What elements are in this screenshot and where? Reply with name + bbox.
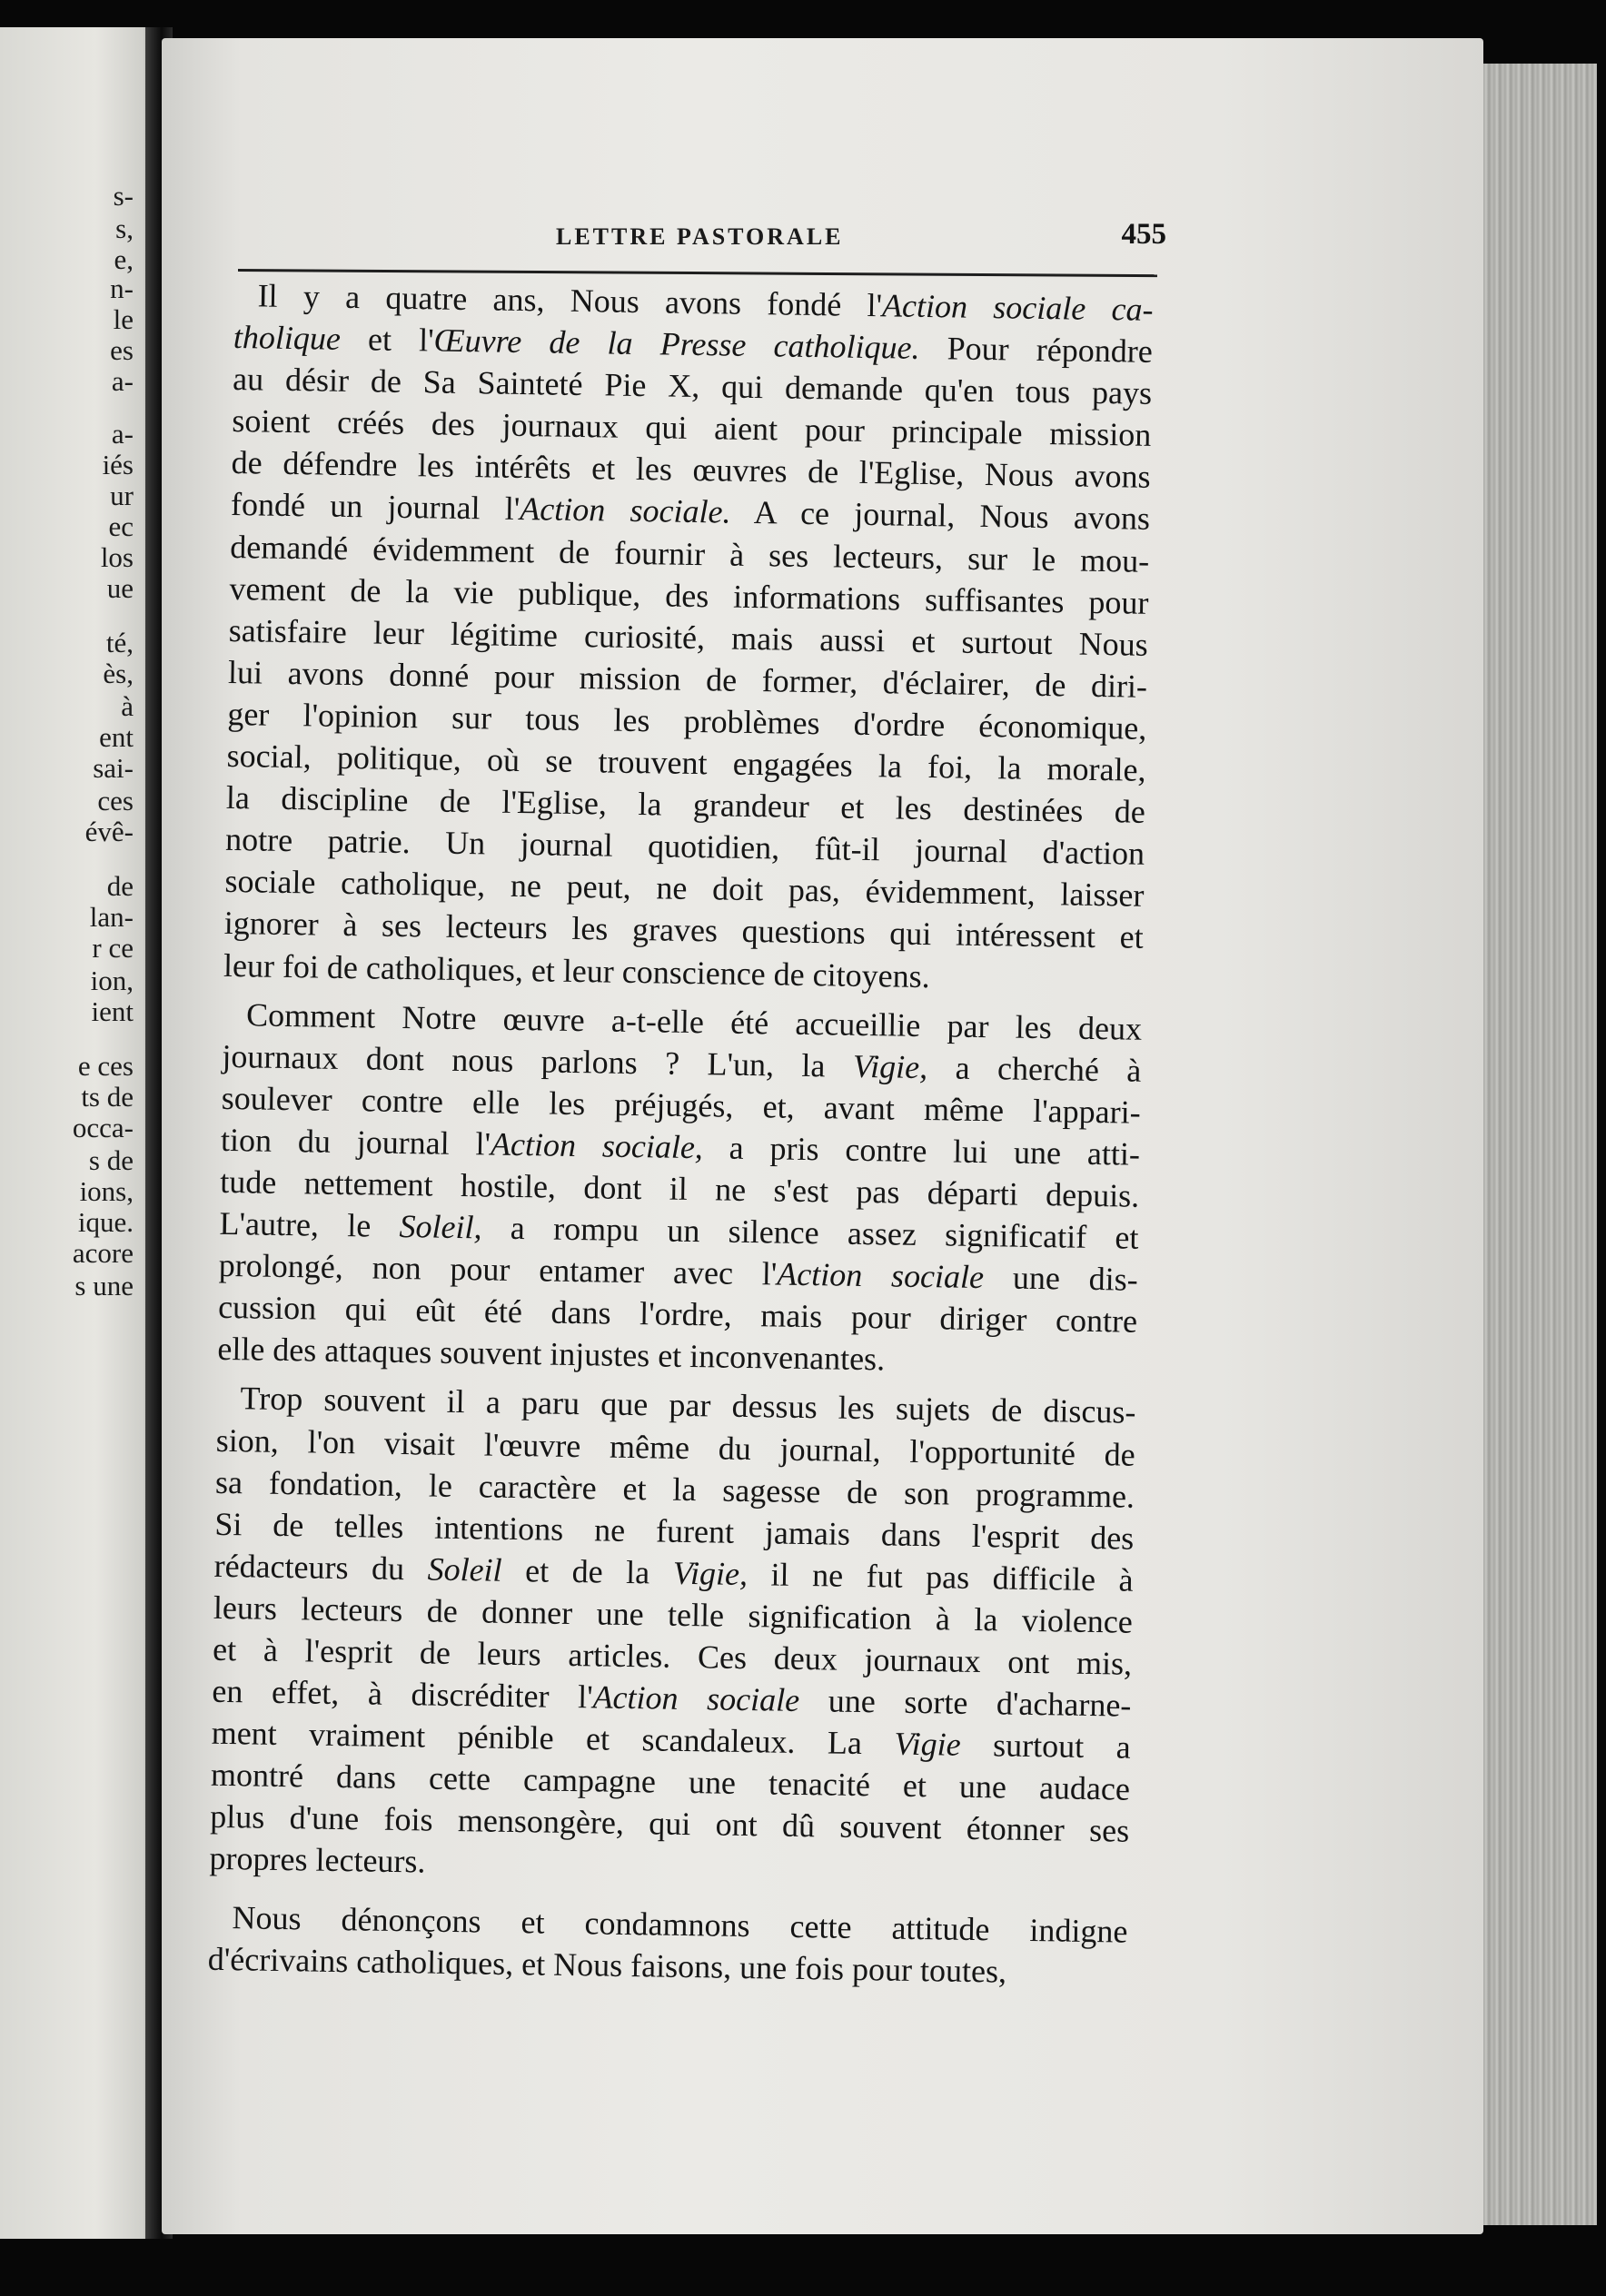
previous-page-text-fragment: acore (72, 1237, 134, 1269)
previous-page-text-fragment: occa- (72, 1112, 134, 1143)
text-run: sa fondation, le caractère et la sagesse de son programme. (214, 1463, 1135, 1515)
text-run: Trop souvent il a paru que par dessus les sujets de discus- (240, 1380, 1136, 1431)
text-run: a cherché à (927, 1048, 1142, 1089)
text-run: journaux dont nous parlons ? L'un, la (222, 1037, 854, 1084)
text-run: ignorer à ses lecteurs les graves questions qui intéressent et (223, 905, 1144, 956)
text-run: au désir de Sa Sainteté Pie X, qui demande qu'en tous pays (232, 361, 1153, 412)
previous-page-text-fragment: a- (111, 365, 134, 397)
italic-title: Vigie, (672, 1554, 748, 1592)
previous-page-text-fragment: ent (99, 721, 134, 753)
paragraph (209, 1377, 1136, 1894)
previous-page-text-fragment: ue (106, 572, 134, 604)
previous-page-text-fragment: r ce (92, 932, 134, 964)
previous-page-text-fragment: sai- (93, 752, 134, 784)
italic-title: Vigie, (852, 1047, 928, 1085)
text-run: a rompu un silence assez significatif et (481, 1209, 1139, 1256)
text-run: et l' (340, 320, 435, 359)
text-run: sion, l'on visait l'œuvre même du journal, l'opportunité de (215, 1421, 1136, 1473)
previous-page-text-fragment: le (113, 303, 134, 335)
text-run: prolongé, non pour entamer avec l' (218, 1247, 778, 1292)
previous-page-text-fragment: lan- (89, 901, 134, 933)
previous-page-text-fragment: s, (115, 213, 134, 244)
text-run: sociale catholique, ne peut, ne doit pas, évidemment, laisser (224, 863, 1145, 915)
text-run: tion du journal l' (220, 1121, 491, 1163)
previous-page-text-fragment: ces (97, 785, 134, 816)
previous-page-text-fragment: ts de (81, 1081, 134, 1113)
text-run: cussion qui eût été dans l'ordre, mais pour diriger contre (217, 1289, 1138, 1341)
previous-page-text-fragment: à (121, 690, 134, 722)
text-run: L'autre, le (219, 1204, 400, 1245)
previous-page-text-fragment: es (110, 334, 134, 366)
italic-title: tholique (233, 319, 342, 357)
text-run: et de la (501, 1551, 674, 1591)
text-run: satisfaire leur légitime curiosité, mais aussi et surtout Nous (228, 611, 1149, 663)
italic-title: Action sociale (777, 1255, 985, 1296)
text-run: de défendre les intérêts et les œuvres de l'Eglise, Nous avons (231, 444, 1151, 496)
previous-page-text-fragment: évê- (84, 816, 134, 847)
text-run: en effet, à discréditer l' (212, 1672, 593, 1716)
previous-page-text-fragment: s de (88, 1144, 134, 1176)
previous-page-text-fragment: e, (114, 243, 134, 275)
text-run: rédacteurs du (213, 1547, 428, 1588)
text-run: Il y a quatre ans, Nous avons fondé l' (257, 277, 883, 324)
previous-page-text-fragment: ion, (90, 965, 134, 996)
previous-page-text-fragment: a- (111, 418, 134, 450)
text-run: une dis- (983, 1259, 1139, 1298)
text-run: ment vraiment pénible et scandaleux. La (211, 1714, 895, 1762)
previous-page-text-fragment: n- (110, 272, 134, 304)
previous-page-text-fragment: ient (91, 995, 134, 1027)
text-run: ger l'opinion sur tous les problèmes d'ordre économique, (227, 695, 1147, 747)
previous-page-text-fragment: ur (110, 480, 134, 511)
running-title: LETTRE PASTORALE (556, 223, 844, 250)
italic-title: Action sociale ca- (881, 287, 1154, 328)
previous-page-text-fragment: ès, (103, 658, 134, 689)
italic-title: Action sociale, (490, 1125, 704, 1166)
previous-page-text-fragment: ions, (79, 1175, 134, 1207)
text-run: demandé évidemment de fournir à ses lecteurs, sur le mou- (229, 528, 1150, 579)
text-run: Nous dénonçons et condamnons cette attitude indigne (232, 1898, 1128, 1950)
italic-title: Action sociale (592, 1678, 800, 1719)
text-run: a pris contre lui une atti- (702, 1129, 1141, 1173)
text-run: fondé un journal l' (230, 486, 520, 528)
previous-page-text-fragment: de (106, 870, 134, 902)
previous-page-text-fragment: té, (105, 627, 134, 658)
previous-page-text-fragment: iés (102, 449, 134, 480)
paragraph (208, 1895, 1128, 1994)
text-run: et à l'esprit de leurs articles. Ces deux journaux ont mis, (212, 1630, 1133, 1682)
text-run: tude nettement hostile, dont il ne s'est pas départi depuis. (219, 1163, 1140, 1214)
text-run: il ne fut pas difficile à (747, 1555, 1134, 1598)
italic-title: Œuvre de la Presse catholique. (433, 322, 920, 366)
italic-title: Soleil, (399, 1208, 482, 1246)
text-run: lui avons donné pour mission de former, d'éclairer, de diri- (227, 653, 1148, 705)
text-run: une sorte d'acharne- (798, 1682, 1132, 1724)
previous-page-text-fragment: ec (108, 510, 134, 542)
text-run: Si de telles intentions ne furent jamais dans l'esprit des (214, 1505, 1135, 1557)
paragraph (217, 993, 1142, 1384)
text-run: propres lecteurs. (209, 1840, 426, 1880)
text-run: A ce journal, Nous avons (730, 494, 1151, 538)
page-body (208, 274, 1154, 1994)
text-run: Comment Notre œuvre a-t-elle été accueillie par les deux (245, 995, 1143, 1047)
previous-page-text-fragment: los (100, 541, 134, 573)
text-run: leurs lecteurs de donner une telle signification à la violence (213, 1588, 1134, 1640)
text-run: Pour répondre (919, 329, 1154, 370)
text-run: elle des attaques souvent injustes et inconvenantes. (217, 1331, 886, 1378)
text-run: social, politique, où se trouvent engagées la foi, la morale, (226, 737, 1146, 788)
text-run: d'écrivains catholiques, et Nous faisons, une fois pour toutes, (207, 1940, 1007, 1990)
previous-page-edge (0, 27, 159, 2239)
italic-title: Soleil (427, 1550, 502, 1588)
text-run: plus d'une fois mensongère, qui ont dû souvent étonner ses (210, 1798, 1130, 1850)
text-run: notre patrie. Un journal quotidien, fût-il journal d'action (224, 821, 1145, 873)
previous-page-text-fragment: s une (74, 1270, 134, 1301)
text-run: vement de la vie publique, des informations suffisantes pour (229, 569, 1149, 621)
previous-page-text-fragment: s- (113, 180, 134, 212)
text-run: montré dans cette campagne une tenacité et une audace (210, 1757, 1131, 1807)
text-run: surtout a (960, 1726, 1131, 1766)
page-stack-edges (1467, 64, 1597, 2225)
italic-title: Vigie (894, 1725, 962, 1763)
text-run: soulever contre elle les préjugés, et, avant même l'appari- (221, 1079, 1141, 1131)
running-head (238, 214, 1166, 265)
text-run: soient créés des journaux qui aient pour principale mission (232, 402, 1152, 454)
paragraph (223, 274, 1154, 1000)
italic-title: Action sociale. (519, 490, 731, 531)
page-number: 455 (1121, 218, 1166, 251)
text-run: leur foi de catholiques, et leur conscience de citoyens. (223, 946, 930, 995)
previous-page-text-fragment: e ces (77, 1050, 134, 1082)
text-run: la discipline de l'Eglise, la grandeur et les destinées de (225, 779, 1146, 830)
previous-page-text-fragment: ique. (77, 1206, 134, 1238)
